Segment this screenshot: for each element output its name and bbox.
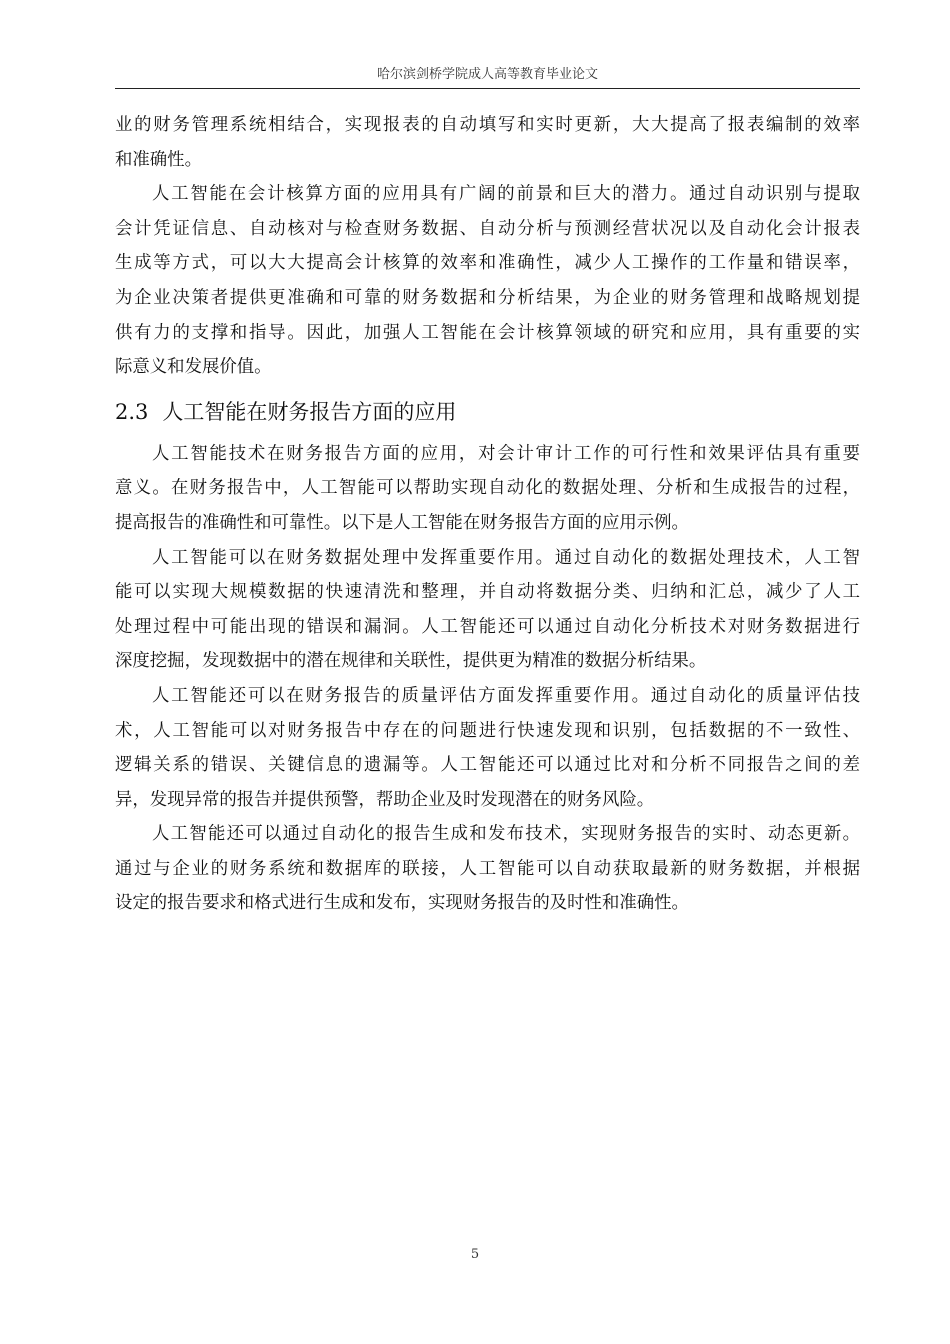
section-number: 2.3	[115, 399, 149, 424]
page-number: 5	[470, 1247, 480, 1262]
paragraph	[115, 437, 860, 541]
page-header	[115, 62, 860, 89]
paragraph	[115, 108, 860, 177]
text-line: 意义。在财务报告中，人工智能可以帮助实现自动化的数据处理、分析和生成报告的过程，	[115, 478, 860, 499]
text-line: 生成等方式，可以大大提高会计核算的效率和准确性，减少人工操作的工作量和错误率，	[115, 253, 860, 274]
text-line: 处理过程中可能出现的错误和漏洞。人工智能还可以通过自动化分析技术对财务数据进行	[115, 616, 860, 637]
text-line: 设定的报告要求和格式进行生成和发布，实现财务报告的及时性和准确性。	[115, 893, 689, 914]
document-body	[115, 108, 860, 921]
text-line: 通过与企业的财务系统和数据库的联接，人工智能可以自动获取最新的财务数据，并根据	[115, 858, 860, 879]
text-line: 业的财务管理系统相结合，实现报表的自动填写和实时更新，大大提高了报表编制的效率	[115, 115, 860, 135]
paragraph	[115, 817, 860, 921]
text-line: 术，人工智能可以对财务报告中存在的问题进行快速发现和识别，包括数据的不一致性、	[115, 720, 860, 741]
paragraph	[115, 177, 860, 385]
text-line: 为企业决策者提供更准确和可靠的财务数据和分析结果，为企业的财务管理和战略规划提	[115, 287, 860, 308]
text-line: 逻辑关系的错误、关键信息的遗漏等。人工智能还可以通过比对和分析不同报告之间的差	[115, 755, 860, 776]
text-line: 人工智能可以在财务数据处理中发挥重要作用。通过自动化的数据处理技术，人工智	[152, 547, 860, 568]
text-line: 人工智能在会计核算方面的应用具有广阔的前景和巨大的潜力。通过自动识别与提取	[152, 184, 860, 205]
text-line: 际意义和发展价值。	[115, 357, 272, 378]
text-line: 会计凭证信息、自动核对与检查财务数据、自动分析与预测经营状况以及自动化会计报表	[115, 218, 860, 239]
text-line: 深度挖掘，发现数据中的潜在规律和关联性，提供更为精准的数据分析结果。	[115, 651, 707, 672]
text-line: 提高报告的准确性和可靠性。以下是人工智能在财务报告方面的应用示例。	[115, 512, 689, 533]
paragraph	[115, 679, 860, 817]
text-line: 人工智能还可以在财务报告的质量评估方面发挥重要作用。通过自动化的质量评估技	[152, 685, 860, 706]
section-title: 人工智能在财务报告方面的应用	[162, 399, 457, 424]
paragraph	[115, 541, 860, 679]
header-title: 哈尔滨剑桥学院成人高等教育毕业论文	[376, 67, 598, 82]
section-heading	[115, 389, 860, 435]
text-line: 异，发现异常的报告并提供预警，帮助企业及时发现潜在的财务风险。	[115, 789, 655, 810]
text-line: 能可以实现大规模数据的快速清洗和整理，并自动将数据分类、归纳和汇总，减少了人工	[115, 582, 860, 603]
text-line: 人工智能还可以通过自动化的报告生成和发布技术，实现财务报告的实时、动态更新。	[152, 824, 860, 845]
text-line: 人工智能技术在财务报告方面的应用，对会计审计工作的可行性和效果评估具有重要	[152, 443, 860, 464]
text-line: 和准确性。	[115, 149, 202, 170]
text-line: 供有力的支撑和指导。因此，加强人工智能在会计核算领域的研究和应用，具有重要的实	[115, 322, 860, 343]
